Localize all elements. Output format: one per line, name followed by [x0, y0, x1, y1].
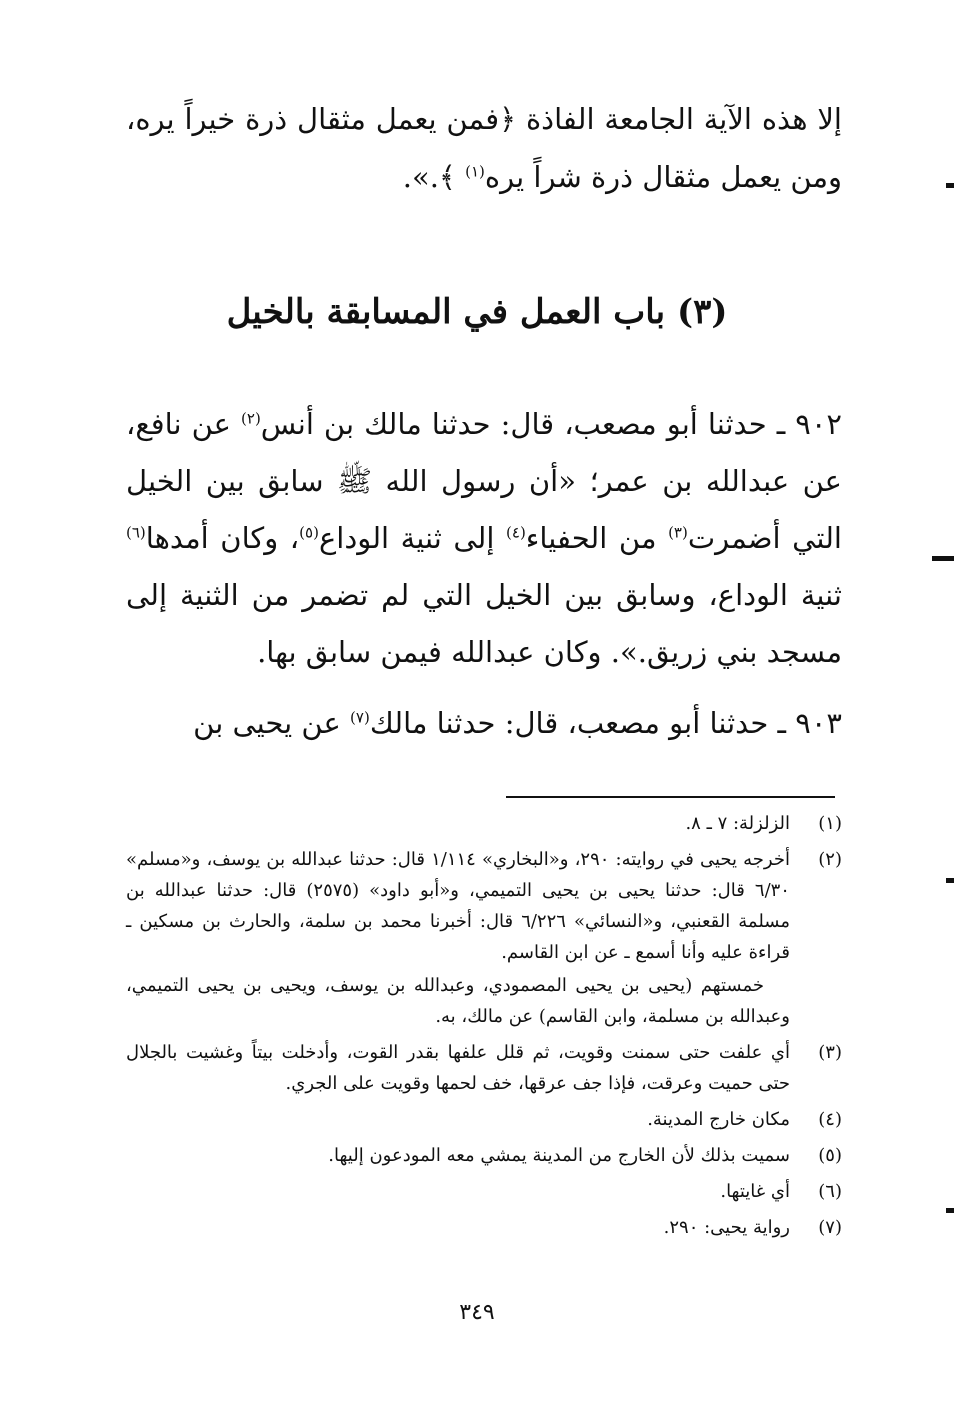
footnote-ref-3[interactable]: (٣)	[668, 523, 688, 542]
footnote-text: أي علفت حتى سمنت وقويت، ثم قلل علفها بقدر القوت، وأدخلت بيتاً وغشيت بالجلال حتى حميت وعرقت، فإذا جف عرقها، خف لحمها وقويت على الجري.	[126, 1042, 790, 1094]
footnote-ref-6[interactable]: (٦)	[126, 523, 146, 542]
footnote-3	[126, 1037, 842, 1099]
hadith-902	[126, 396, 842, 681]
footnote-2	[126, 844, 842, 1032]
footnote-ref-7[interactable]: (٧)	[350, 708, 370, 727]
margin-mark	[932, 556, 954, 561]
footnotes	[126, 808, 842, 1248]
footnote-text-block	[126, 844, 790, 1032]
footnote-ref-2[interactable]: (٢)	[241, 409, 261, 428]
footnote-text: مكان خارج المدينة.	[647, 1109, 790, 1130]
hadith-902-part-b: عن نافع، عن عبدالله بن عمر؛ «أن رسول الله ﷺ سابق بين الخيل التي أضمرت	[126, 407, 842, 555]
footnote-text: رواية يحيى: ٢٩٠.	[663, 1217, 790, 1238]
footnote-number: (٣)	[818, 1042, 842, 1063]
footnote-text: أي غايتها.	[720, 1181, 790, 1202]
footnote-4	[126, 1104, 842, 1135]
hadith-903	[126, 694, 842, 752]
footnote-1	[126, 808, 842, 839]
footnote-subtext: خمستهم (يحيى بن يحيى المصمودي، وعبدالله بن يوسف، ويحيى بن يحيى التميمي، وعبدالله بن مسلمة، وابن القاسم) عن مالك، به.	[126, 975, 790, 1027]
hadith-902-part-d: إلى ثنية الوداع	[318, 521, 507, 555]
hadith-902-part-a: ٩٠٢ ـ حدثنا أبو مصعب، قال: حدثنا مالك بن أنس	[260, 407, 842, 441]
hadith-903-part-b: عن يحيى بن	[193, 706, 351, 740]
footnote-number: (٧)	[818, 1217, 842, 1238]
footnote-text: الزلزلة: ٧ ـ ٨.	[685, 813, 790, 834]
footnote-ref-5[interactable]: (٥)	[299, 523, 319, 542]
chapter-heading: (٣) باب العمل في المسابقة بالخيل	[226, 292, 728, 332]
hadith-902-part-c: من الحفياء	[525, 521, 669, 555]
footnote-number: (٢)	[818, 849, 842, 870]
paragraph-intro-end: ﴾.».	[402, 160, 456, 194]
footnote-number: (٥)	[818, 1145, 842, 1166]
footnote-divider	[506, 796, 835, 798]
footnote-7	[126, 1212, 842, 1243]
footnote-number: (١)	[818, 813, 842, 834]
paragraph-intro-text: إلا هذه الآية الجامعة الفاذة ﴿فمن يعمل مثقال ذرة خيراً يره، ومن يعمل مثقال ذرة شراً يره	[126, 102, 842, 194]
margin-mark	[946, 878, 954, 883]
page-number: ٣٤٩	[459, 1300, 495, 1325]
hadith-902-part-e: ، وكان أمدها	[145, 521, 300, 555]
footnote-number: (٤)	[818, 1109, 842, 1130]
footnote-text: أخرجه يحيى في روايته: ٢٩٠، و«البخاري» ١/١١٤ قال: حدثنا عبدالله بن يوسف، و«مسلم» ٦/٣٠ قال: حدثنا يحيى بن يحيى التميمي، و«أبو داود» (٢٥٧٥) قال: حدثنا عبدالله بن مسلمة القعنبي، و«النسائي» ٦/٢٢٦ قال: أخبرنا محمد بن سلمة، والحارث بن مسكين ـ قراءة عليه وأنا أسمع ـ عن ابن القاسم.	[126, 849, 790, 963]
margin-mark	[946, 1208, 954, 1213]
footnote-number: (٦)	[818, 1181, 842, 1202]
paragraph-intro	[126, 90, 842, 206]
margin-mark	[946, 183, 954, 188]
footnote-ref-1[interactable]: (١)	[465, 162, 485, 181]
hadith-902-part-f: ثنية الوداع، وسابق بين الخيل التي لم تضمر من الثنية إلى مسجد بني زريق.». وكان عبدالله فيمن سابق بها.	[126, 578, 842, 669]
footnote-text: سميت بذلك لأن الخارج من المدينة يمشي معه المودعون إليها.	[328, 1145, 790, 1166]
footnote-ref-4[interactable]: (٤)	[506, 523, 526, 542]
footnote-5	[126, 1140, 842, 1171]
hadith-903-part-a: ٩٠٣ ـ حدثنا أبو مصعب، قال: حدثنا مالك	[369, 706, 842, 740]
footnote-6	[126, 1176, 842, 1207]
